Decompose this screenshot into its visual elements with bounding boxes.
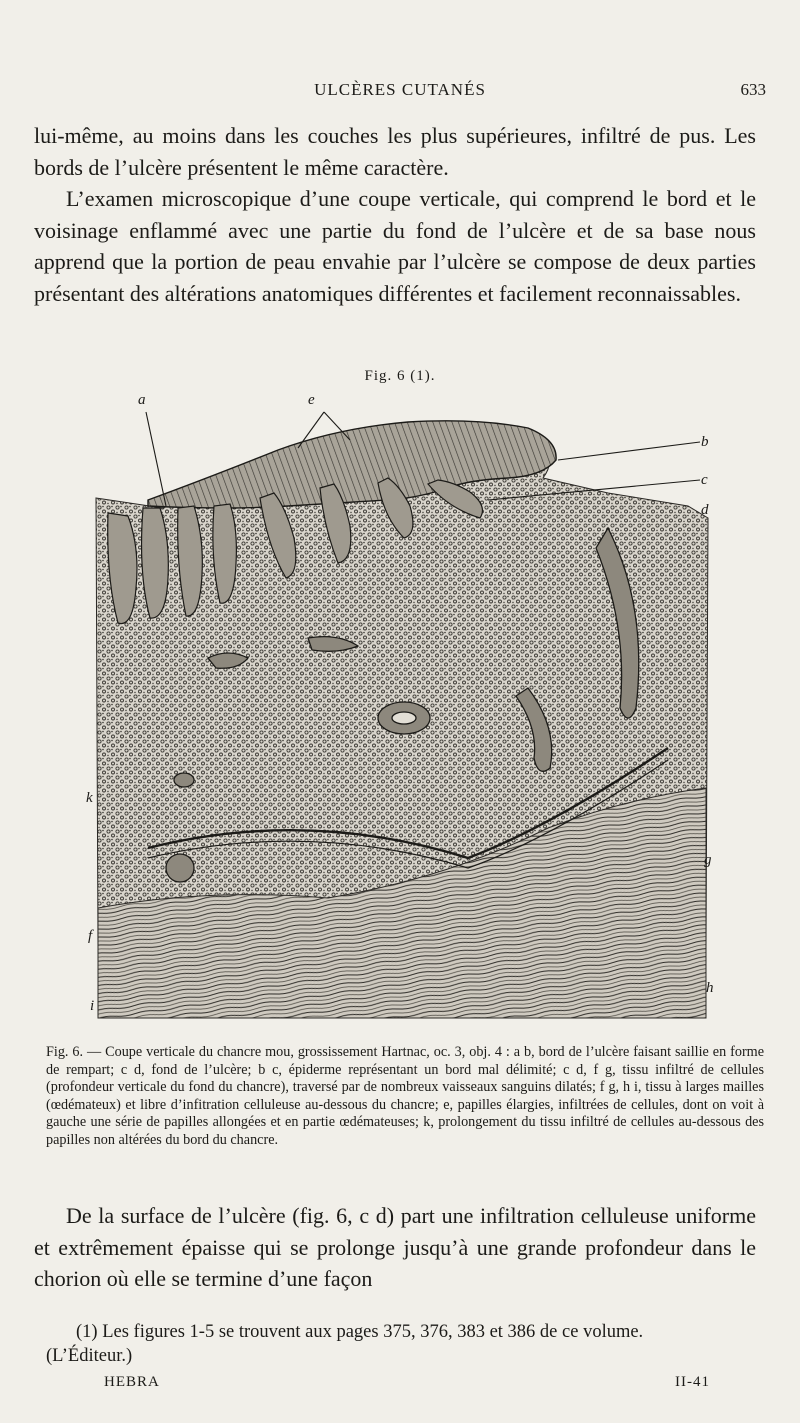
paragraph-2: L’examen microscopique d’une coupe verticale, qui comprend le bord et le voisinage enflammé avec une partie du fond de l’ulcère et de sa base nous apprend que la portion de peau envahie par l’ulcère se compose de deux parties présentant des altérations anatomiques différentes et facilement reconnaissables.	[34, 186, 756, 306]
footer-signature: HEBRA	[104, 1374, 160, 1390]
figure-label: Fig. 6 (1).	[364, 368, 436, 384]
histology-engraving	[88, 388, 714, 1024]
figure-letter-b: b	[701, 434, 709, 450]
running-title: ULCÈRES CUTANÉS	[314, 80, 486, 99]
page-header	[34, 80, 766, 110]
paragraph-1: lui-même, au moins dans les couches les plus supérieures, infiltré de pus. Les bords de l’ulcère présentent le même caractère.	[34, 123, 756, 180]
figure-letter-i: i	[90, 998, 95, 1014]
figure-letter-e: e	[308, 392, 315, 408]
figure-letter-d: d	[701, 502, 709, 518]
page-number: 633	[740, 80, 766, 99]
footnote-attribution: (L’Éditeur.)	[46, 1346, 133, 1366]
figure-caption-text: Fig. 6. — Coupe verticale du chancre mou, grossissement Hartnac, oc. 3, obj. 4 : a b, bord de l’ulcère faisant saillie en forme de rempart; c d, fond de l’ulcère; b c, épiderme représentant un bord mal délimité; c d, f g, tissu infiltré de cellules (profondeur verticale du fond du chancre), traversé par de nombreux vaisseaux sanguins dilatés; f g, h i, tissu à larges mailles (œdémateux) et libre d’infitration celluleuse au-dessous du chancre; e, papilles élargies, infiltrées de cellules, dont on voit à gauche une série de papilles allongées et en partie œdémateuses; k, prolongement du tissu infiltré de cellules au-dessous des papilles non altérées du bord du chancre.	[46, 1044, 764, 1148]
body-text-top	[34, 120, 756, 309]
figure-letter-g: g	[704, 852, 712, 868]
histology-figure	[88, 388, 714, 1024]
figure-letter-a: a	[138, 392, 146, 408]
body-text-bottom	[34, 1200, 756, 1295]
footer-sheet-number: II-41	[675, 1374, 710, 1390]
page-footer	[80, 1374, 710, 1398]
footnote	[46, 1320, 766, 1368]
paragraph-3: De la surface de l’ulcère (fig. 6, c d) part une infiltration celluleuse uniforme et extrêmement épaisse qui se prolonge jusqu’à une grande profondeur dans le chorion où elle se termine d’une façon	[34, 1203, 756, 1291]
figure-caption	[46, 1044, 764, 1150]
figure-letter-k: k	[86, 790, 93, 806]
figure-letter-c: c	[701, 472, 708, 488]
figure-letter-h: h	[706, 980, 714, 996]
footnote-text: (1) Les figures 1-5 se trouvent aux pages 375, 376, 383 et 386 de ce volume.	[76, 1322, 644, 1342]
figure-letter-f: f	[88, 928, 93, 944]
